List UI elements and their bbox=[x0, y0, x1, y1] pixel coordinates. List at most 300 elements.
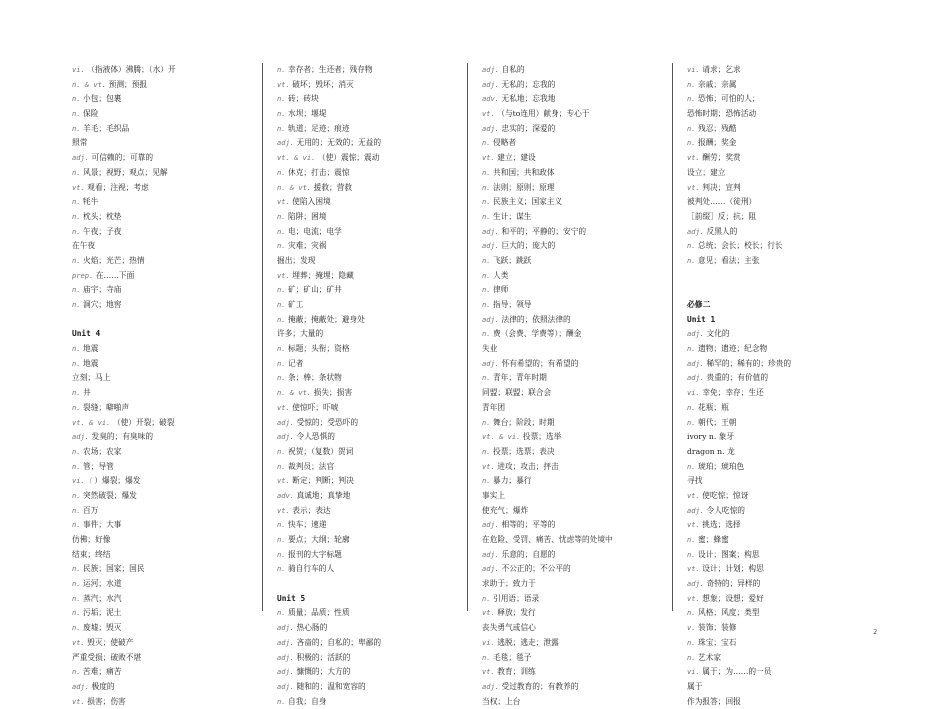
vocab-entry bbox=[482, 430, 672, 445]
part-of-speech: n. bbox=[72, 490, 81, 500]
vocab-column-2 bbox=[277, 63, 468, 706]
part-of-speech: n. bbox=[72, 94, 81, 104]
vocab-entry bbox=[277, 621, 467, 636]
part-of-speech: n. bbox=[482, 182, 491, 192]
vocab-entry bbox=[277, 122, 467, 137]
definition: 轨道；足迹；痕迹 bbox=[288, 123, 350, 133]
definition: 反黑人的 bbox=[706, 226, 738, 236]
definition: 庙宇；寺庙 bbox=[83, 285, 122, 295]
vocab-column-1 bbox=[72, 63, 263, 706]
part-of-speech: n. & vt. bbox=[277, 182, 312, 192]
vocab-entry bbox=[687, 592, 877, 607]
vocab-entry bbox=[277, 371, 467, 386]
definition: 民族；国家；国民 bbox=[83, 564, 145, 574]
definition: 引用语；语录 bbox=[493, 593, 540, 603]
part-of-speech: n. bbox=[277, 123, 286, 133]
part-of-speech: n. bbox=[482, 417, 491, 427]
part-of-speech: n. bbox=[482, 373, 491, 383]
part-of-speech: n. bbox=[482, 652, 491, 662]
definition: 小包；包裹 bbox=[83, 94, 122, 104]
vocab-entry bbox=[72, 136, 262, 151]
definition: 稀罕的；稀有的；珍贵的 bbox=[706, 358, 792, 368]
part-of-speech: n. bbox=[482, 270, 491, 280]
definition: 裁判员；法官 bbox=[288, 461, 335, 471]
definition: 风景；视野；观点；见解 bbox=[83, 167, 168, 177]
vocab-entry bbox=[277, 474, 467, 489]
part-of-speech: vt. bbox=[72, 182, 85, 192]
part-of-speech: adj. bbox=[482, 314, 500, 324]
part-of-speech: adj. bbox=[687, 373, 705, 383]
definition: 照常 bbox=[72, 138, 88, 148]
definition: ［前缀］反；抗；阻 bbox=[687, 211, 757, 221]
definition: 意见；看法；主张 bbox=[698, 255, 760, 265]
definition: 百万 bbox=[83, 505, 99, 515]
definition: 巨大的；庞大的 bbox=[501, 241, 556, 251]
part-of-speech: vt. bbox=[72, 637, 85, 647]
definition: 慷慨的；大方的 bbox=[296, 667, 351, 677]
part-of-speech: n. bbox=[277, 564, 286, 574]
definition: 投票；选票；表决 bbox=[493, 446, 555, 456]
definition: 幸免；幸存；生还 bbox=[702, 388, 764, 398]
vocab-entry bbox=[687, 342, 877, 357]
vocab-entry bbox=[687, 445, 877, 460]
definition: 蜜；蜂蜜 bbox=[698, 535, 729, 544]
part-of-speech: vt. bbox=[482, 667, 495, 677]
definition: 质量；品质；性质 bbox=[288, 608, 350, 618]
vocab-entry bbox=[277, 210, 467, 225]
part-of-speech: adj. bbox=[482, 65, 500, 74]
definition: 艺术家 bbox=[698, 652, 722, 662]
vocab-entry bbox=[277, 518, 467, 533]
vocab-entry bbox=[72, 621, 262, 636]
part-of-speech: adj. bbox=[72, 153, 90, 163]
vocab-entry bbox=[72, 357, 262, 372]
vocab-entry bbox=[72, 533, 262, 548]
vocab-entry bbox=[277, 489, 467, 504]
part-of-speech: vt. bbox=[277, 79, 290, 89]
vocab-entry bbox=[277, 225, 467, 240]
part-of-speech: n. bbox=[72, 123, 81, 133]
vocab-entry bbox=[687, 63, 877, 78]
vocab-entry bbox=[687, 636, 877, 651]
vocab-entry bbox=[72, 225, 262, 240]
definition: 教育；训练 bbox=[497, 667, 536, 677]
vocab-entry bbox=[482, 416, 672, 431]
part-of-speech: adj. bbox=[482, 520, 500, 530]
part-of-speech: n. bbox=[277, 300, 286, 309]
definition: 被判处……（徒刑） bbox=[687, 197, 757, 207]
part-of-speech: n. bbox=[277, 608, 286, 618]
vocab-entry bbox=[277, 151, 467, 166]
part-of-speech: n. bbox=[687, 417, 696, 427]
vocab-entry bbox=[482, 636, 672, 651]
vocab-entry bbox=[482, 357, 672, 372]
definition: 进攻；攻击；抨击 bbox=[497, 461, 559, 471]
part-of-speech: n. bbox=[687, 637, 696, 647]
definition: （使）震惊；震动 bbox=[317, 153, 380, 163]
vocab-entry bbox=[72, 269, 262, 284]
definition: 井 bbox=[83, 388, 91, 398]
definition: 怀有希望的；有希望的 bbox=[501, 358, 579, 368]
vocab-entry bbox=[687, 107, 877, 122]
definition: 羊毛；毛织品 bbox=[83, 123, 130, 133]
definition: 不公正的；不公平的 bbox=[501, 564, 571, 574]
vocab-entry bbox=[277, 416, 467, 431]
part-of-speech: vt. bbox=[482, 608, 495, 618]
part-of-speech: n. bbox=[277, 109, 286, 119]
vocab-entry bbox=[72, 474, 262, 489]
vocab-entry bbox=[482, 489, 672, 504]
definition: 想象；设想；爱好 bbox=[702, 593, 764, 603]
vocab-entry bbox=[687, 548, 877, 563]
part-of-speech: vt. bbox=[277, 197, 290, 207]
definition: 矿；矿山；矿井 bbox=[288, 285, 342, 295]
definition: 使惊吓；吓唬 bbox=[292, 402, 339, 412]
vocab-entry bbox=[277, 283, 467, 298]
definition: 仿佛；好像 bbox=[72, 535, 111, 544]
part-of-speech: n. bbox=[687, 138, 696, 148]
definition: （使）开裂；破裂 bbox=[112, 417, 175, 427]
part-of-speech: adj. bbox=[482, 549, 500, 559]
definition: 自私的 bbox=[501, 65, 525, 74]
vocab-entry bbox=[687, 151, 877, 166]
part-of-speech: vi. bbox=[687, 65, 700, 74]
vocab-entry bbox=[687, 533, 877, 548]
definition: 暴力；暴行 bbox=[493, 476, 532, 486]
blank-line bbox=[687, 283, 877, 298]
part-of-speech: n. & vt. bbox=[72, 79, 107, 89]
definition: 在危险、受罚、痛苦、忧虑等的处境中 bbox=[482, 535, 613, 544]
part-of-speech: vt. bbox=[482, 109, 495, 119]
part-of-speech: n. bbox=[277, 446, 286, 456]
part-of-speech: vt. bbox=[277, 270, 290, 280]
vocab-column-3 bbox=[482, 63, 673, 706]
definition: 在午夜 bbox=[72, 241, 96, 251]
part-of-speech: n. bbox=[482, 300, 491, 309]
blank-line bbox=[277, 577, 467, 592]
vocab-entry bbox=[72, 460, 262, 475]
vocab-entry bbox=[72, 606, 262, 621]
vocab-entry bbox=[72, 342, 262, 357]
definition: 幸存者；生还者；残存物 bbox=[288, 65, 373, 74]
part-of-speech: adj. bbox=[277, 637, 295, 647]
vocab-entry bbox=[277, 548, 467, 563]
part-of-speech: n. bbox=[72, 564, 81, 574]
vocab-entry bbox=[72, 107, 262, 122]
part-of-speech: adj. bbox=[687, 226, 705, 236]
definition: 生计；谋生 bbox=[493, 211, 532, 221]
definition: 预测；预报 bbox=[108, 79, 148, 89]
part-of-speech: adj. bbox=[687, 505, 705, 515]
vocab-entry bbox=[687, 357, 877, 372]
vocab-entry bbox=[687, 430, 877, 445]
definition: 珠宝；宝石 bbox=[698, 637, 737, 647]
vocab-entry bbox=[277, 430, 467, 445]
definition: （指液体）沸腾；（水）开 bbox=[87, 65, 176, 74]
vocab-entry bbox=[277, 533, 467, 548]
vocab-entry bbox=[482, 533, 672, 548]
definition: 朝代；王朝 bbox=[698, 417, 737, 427]
part-of-speech: adj. bbox=[482, 123, 500, 133]
part-of-speech: vt. & vi. bbox=[277, 153, 316, 163]
definition: 作为报答；回报 bbox=[687, 696, 741, 706]
part-of-speech: n. bbox=[72, 608, 81, 618]
definition: 请求；乞求 bbox=[702, 65, 741, 74]
vocab-entry bbox=[687, 225, 877, 240]
definition: 乐意的；自愿的 bbox=[501, 549, 556, 559]
part-of-speech: n. bbox=[277, 344, 286, 354]
vocab-entry bbox=[72, 430, 262, 445]
part-of-speech: n. bbox=[72, 285, 81, 295]
definition: 观看；注视；考虑 bbox=[87, 182, 149, 192]
vocab-entry bbox=[687, 122, 877, 137]
vocab-entry bbox=[72, 636, 262, 651]
vocab-entry bbox=[72, 195, 262, 210]
part-of-speech: adj. bbox=[277, 681, 295, 691]
vocab-entry bbox=[277, 327, 467, 342]
vocab-entry bbox=[72, 680, 262, 695]
vocab-entry bbox=[277, 386, 467, 401]
vocab-entry bbox=[277, 63, 467, 78]
vocab-entry bbox=[687, 401, 877, 416]
definition: 掘出；发现 bbox=[277, 255, 316, 265]
part-of-speech: adj. bbox=[687, 358, 705, 368]
vocab-entry bbox=[482, 562, 672, 577]
vocab-entry bbox=[482, 518, 672, 533]
vocab-entry bbox=[277, 460, 467, 475]
part-of-speech: n. bbox=[72, 446, 81, 456]
part-of-speech: n. bbox=[277, 211, 286, 221]
vocab-entry bbox=[687, 606, 877, 621]
part-of-speech: n. bbox=[72, 520, 81, 530]
definition: 当权；上台 bbox=[482, 696, 521, 706]
part-of-speech: n. bbox=[687, 79, 696, 89]
vocab-entry bbox=[482, 269, 672, 284]
part-of-speech: adj. bbox=[72, 681, 90, 691]
definition: 无私的；忘我的 bbox=[501, 79, 556, 89]
definition: 骑自行车的人 bbox=[288, 564, 335, 574]
part-of-speech: n. bbox=[482, 197, 491, 207]
blank-line bbox=[687, 269, 877, 284]
part-of-speech: prep. bbox=[72, 270, 94, 280]
vocab-entry bbox=[482, 151, 672, 166]
definition: 援救；营救 bbox=[313, 182, 353, 192]
part-of-speech: n. bbox=[72, 255, 81, 265]
definition: 掩蔽；掩蔽处；避身处 bbox=[288, 314, 365, 324]
part-of-speech: n. bbox=[72, 388, 81, 398]
definition: 真诚地；真挚地 bbox=[296, 490, 351, 500]
definition: 民族主义；国家主义 bbox=[493, 197, 563, 207]
definition: 逃脱；逃走；泄露 bbox=[497, 637, 559, 647]
vocab-entry bbox=[482, 166, 672, 181]
unit-heading: Unit 5 bbox=[277, 593, 306, 603]
part-of-speech: n. bbox=[687, 344, 696, 354]
definition: 属于；为……的一员 bbox=[702, 667, 772, 677]
part-of-speech: n. bbox=[687, 535, 696, 544]
part-of-speech: n. bbox=[687, 402, 696, 412]
vocab-entry bbox=[277, 239, 467, 254]
definition: 无用的；无效的；无益的 bbox=[296, 138, 382, 148]
definition: 运河；水道 bbox=[83, 579, 122, 589]
vocab-entry bbox=[687, 371, 877, 386]
unit-heading: 必修二 bbox=[687, 300, 711, 309]
part-of-speech: n. bbox=[482, 167, 491, 177]
part-of-speech: adj. bbox=[277, 623, 295, 633]
part-of-speech: vt. bbox=[687, 564, 700, 574]
definition: 标题；头衔；资格 bbox=[288, 344, 350, 354]
vocab-entry bbox=[687, 474, 877, 489]
definition: 报刊的大字标题 bbox=[288, 549, 342, 559]
vocab-entry bbox=[482, 225, 672, 240]
definition: 毁灭；使破产 bbox=[87, 637, 134, 647]
vocab-entry bbox=[277, 269, 467, 284]
definition: 投票；选举 bbox=[522, 432, 562, 442]
definition: 苦难；痛苦 bbox=[83, 667, 122, 677]
definition: 丧失勇气或信心 bbox=[482, 623, 536, 633]
part-of-speech: n. bbox=[687, 608, 696, 618]
definition: 水坝；堰堤 bbox=[288, 109, 327, 119]
vocab-entry bbox=[72, 562, 262, 577]
vocab-entry bbox=[482, 136, 672, 151]
part-of-speech: vt. bbox=[687, 153, 700, 163]
definition: 地震 bbox=[83, 344, 99, 354]
vocab-entry bbox=[687, 416, 877, 431]
vocab-entry bbox=[72, 298, 262, 313]
vocab-entry bbox=[277, 504, 467, 519]
definition: 埋葬；掩埋；隐藏 bbox=[292, 270, 354, 280]
vocab-entry bbox=[277, 665, 467, 680]
definition: 蒸汽；水汽 bbox=[83, 593, 122, 603]
vocab-entry bbox=[277, 342, 467, 357]
definition: 忠实的；深爱的 bbox=[501, 123, 556, 133]
part-of-speech: adj. bbox=[72, 432, 90, 442]
part-of-speech: vi. bbox=[687, 388, 700, 398]
definition: 矿工 bbox=[288, 300, 304, 309]
page-number: 2 bbox=[873, 627, 877, 636]
part-of-speech: n. bbox=[72, 579, 81, 589]
vocab-entry bbox=[482, 63, 672, 78]
definition: 舞台；阶段；时期 bbox=[493, 417, 555, 427]
vocab-entry bbox=[72, 78, 262, 93]
definition: 青年；青年时期 bbox=[493, 373, 547, 383]
definition: 使吃惊；惊讶 bbox=[702, 490, 749, 500]
part-of-speech: vi. bbox=[687, 667, 700, 677]
definition: 总统；会长；校长；行长 bbox=[698, 241, 783, 251]
definition: 条；棒；条状物 bbox=[288, 373, 342, 383]
definition: 在……下面 bbox=[95, 270, 135, 280]
definition: 牦牛 bbox=[83, 197, 99, 207]
part-of-speech: n. bbox=[277, 241, 286, 251]
vocab-entry bbox=[277, 695, 467, 709]
vocab-entry bbox=[277, 78, 467, 93]
vocab-entry bbox=[72, 401, 262, 416]
definition: 电；电流；电学 bbox=[288, 226, 342, 236]
definition: 损害；伤害 bbox=[87, 696, 126, 706]
definition: 管；导管 bbox=[83, 461, 114, 471]
definition: 失业 bbox=[482, 344, 498, 354]
definition: 挑选；选择 bbox=[702, 520, 741, 530]
part-of-speech: vt. bbox=[277, 476, 290, 486]
part-of-speech: n. bbox=[482, 285, 491, 295]
definition: 飞跃；跳跃 bbox=[493, 255, 532, 265]
part-of-speech: n. bbox=[72, 461, 81, 471]
vocab-entry bbox=[72, 695, 262, 709]
definition: 求助于；致力于 bbox=[482, 579, 536, 589]
definition: 青年团 bbox=[482, 402, 506, 412]
definition: 贵重的；有价值的 bbox=[706, 373, 769, 383]
definition: 人类 bbox=[493, 270, 509, 280]
definition: 事件；大事 bbox=[83, 520, 122, 530]
definition: 随和的；温和宽容的 bbox=[296, 681, 366, 691]
part-of-speech: n. bbox=[277, 358, 286, 368]
definition: 律师 bbox=[493, 285, 509, 295]
vocab-entry bbox=[72, 592, 262, 607]
vocab-entry bbox=[482, 680, 672, 695]
definition: ivory n. 象牙 bbox=[687, 432, 735, 442]
definition: 寻找 bbox=[687, 476, 703, 486]
vocab-entry bbox=[482, 577, 672, 592]
definition: 遗物；遗迹；纪念物 bbox=[698, 344, 768, 354]
vocab-entry bbox=[72, 63, 262, 78]
definition: 报酬；奖金 bbox=[698, 138, 737, 148]
part-of-speech: adj. bbox=[277, 138, 295, 148]
part-of-speech: n. bbox=[687, 241, 696, 251]
definition: 费（会费、学费等）；酬金 bbox=[493, 329, 582, 339]
part-of-speech: adj. bbox=[482, 681, 500, 691]
vocab-entry bbox=[72, 92, 262, 107]
definition: 立刻；马上 bbox=[72, 373, 111, 383]
vocab-entry bbox=[277, 254, 467, 269]
vocab-entry bbox=[482, 651, 672, 666]
vocab-entry bbox=[482, 181, 672, 196]
part-of-speech: adj. bbox=[482, 241, 500, 251]
part-of-speech: n. bbox=[72, 300, 81, 309]
vocab-entry bbox=[277, 401, 467, 416]
vocab-entry bbox=[72, 489, 262, 504]
vocab-entry bbox=[72, 239, 262, 254]
definition: 结束；终结 bbox=[72, 549, 111, 559]
part-of-speech: vt. bbox=[277, 505, 290, 515]
vocab-entry bbox=[277, 298, 467, 313]
definition: 亲戚；亲属 bbox=[698, 79, 737, 89]
part-of-speech: n. bbox=[277, 696, 286, 706]
vocab-entry bbox=[482, 695, 672, 709]
definition: 文化的 bbox=[706, 329, 730, 339]
definition: 砖；砖块 bbox=[288, 94, 319, 104]
vocab-entry bbox=[687, 460, 877, 475]
vocab-entry bbox=[687, 504, 877, 519]
vocab-entry bbox=[277, 651, 467, 666]
part-of-speech: adj. bbox=[482, 226, 500, 236]
part-of-speech: n. bbox=[277, 167, 286, 177]
part-of-speech: n. bbox=[72, 211, 81, 221]
vocab-entry bbox=[277, 562, 467, 577]
part-of-speech: n. bbox=[277, 520, 286, 530]
part-of-speech: n. bbox=[687, 94, 696, 104]
vocab-entry bbox=[72, 166, 262, 181]
vocab-entry bbox=[687, 621, 877, 636]
vocab-entry bbox=[687, 518, 877, 533]
definition: 令人吃惊的 bbox=[706, 505, 745, 515]
part-of-speech: n. bbox=[482, 138, 491, 148]
definition: 恐怖；可怕的人； bbox=[698, 94, 760, 104]
definition: 农场；农家 bbox=[83, 446, 122, 456]
vocab-entry bbox=[687, 78, 877, 93]
definition: 指导；领导 bbox=[493, 300, 532, 309]
definition: 判决；宣判 bbox=[702, 182, 741, 192]
part-of-speech: n. bbox=[277, 373, 286, 383]
part-of-speech: vt. bbox=[277, 402, 290, 412]
